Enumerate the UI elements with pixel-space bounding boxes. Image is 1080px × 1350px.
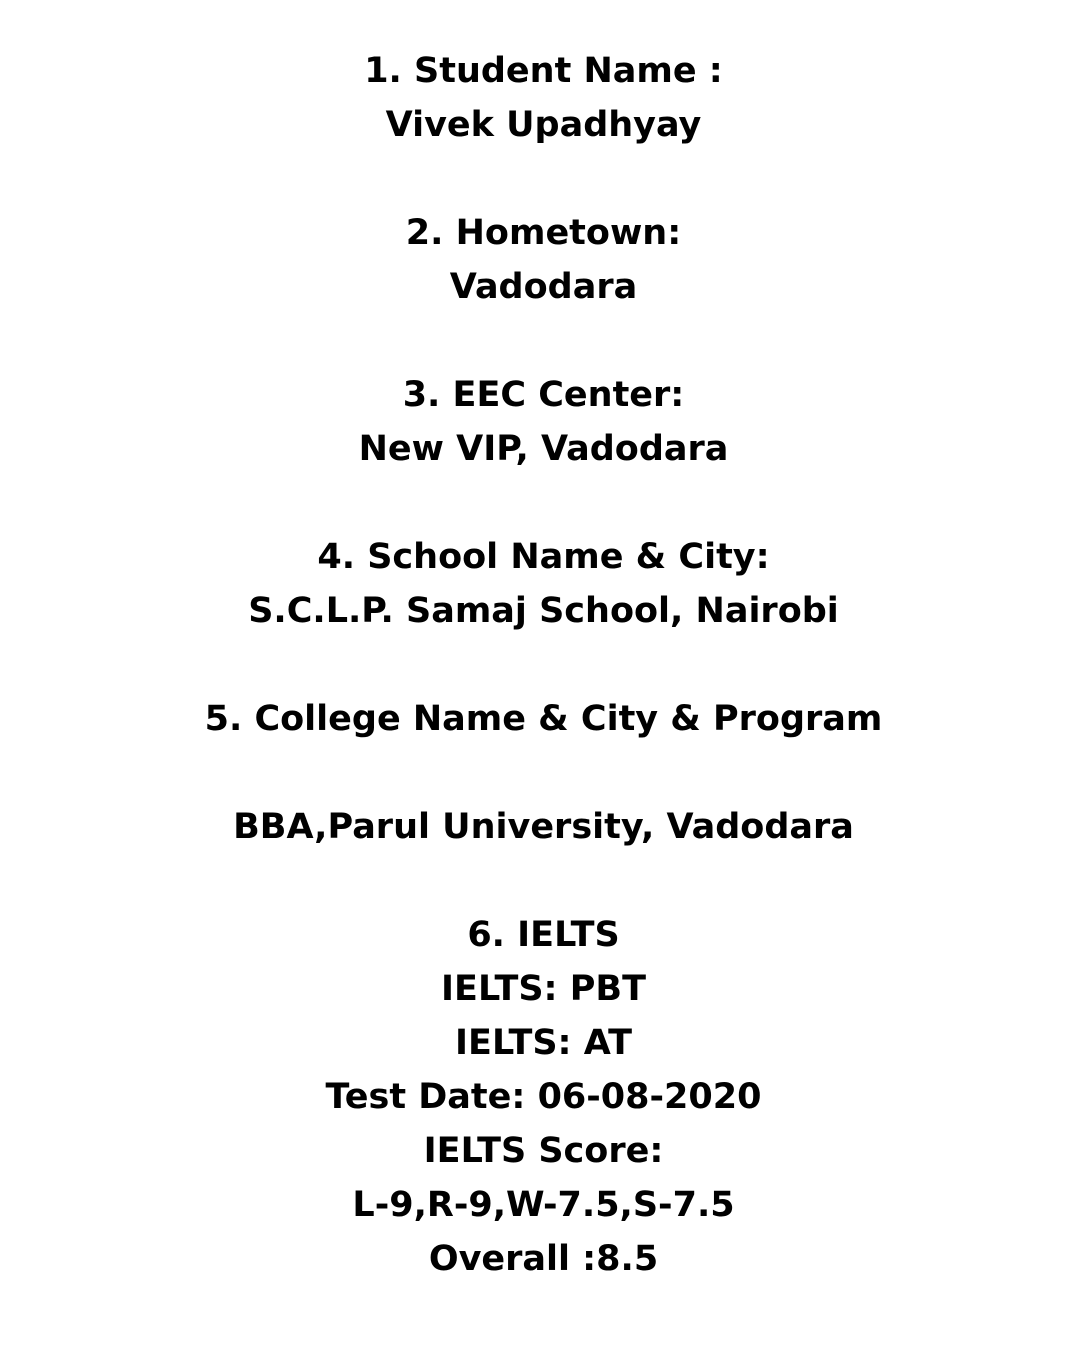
school-label: 4. School Name & City: bbox=[317, 537, 770, 577]
ielts-test-date: Test Date: 06-08-2020 bbox=[325, 1077, 762, 1117]
eec-center-label: 3. EEC Center: bbox=[402, 375, 685, 415]
hometown-value: Vadodara bbox=[449, 267, 638, 307]
eec-center-value: New VIP, Vadodara bbox=[358, 429, 729, 469]
ielts-overall-score: Overall :8.5 bbox=[428, 1239, 659, 1279]
ielts-score-label: IELTS Score: bbox=[423, 1131, 664, 1171]
ielts-pbt: IELTS: PBT bbox=[441, 969, 646, 1009]
school-value: S.C.L.P. Samaj School, Nairobi bbox=[248, 591, 839, 631]
student-name-value: Vivek Upadhyay bbox=[385, 105, 702, 145]
ielts-at: IELTS: AT bbox=[455, 1023, 632, 1063]
college-value: BBA,Parul University, Vadodara bbox=[233, 807, 854, 847]
hometown-label: 2. Hometown: bbox=[405, 213, 682, 253]
ielts-label: 6. IELTS bbox=[467, 915, 620, 955]
student-name-label: 1. Student Name : bbox=[364, 51, 723, 91]
college-label: 5. College Name & City & Program bbox=[204, 699, 883, 739]
ielts-band-scores: L-9,R-9,W-7.5,S-7.5 bbox=[352, 1185, 735, 1225]
